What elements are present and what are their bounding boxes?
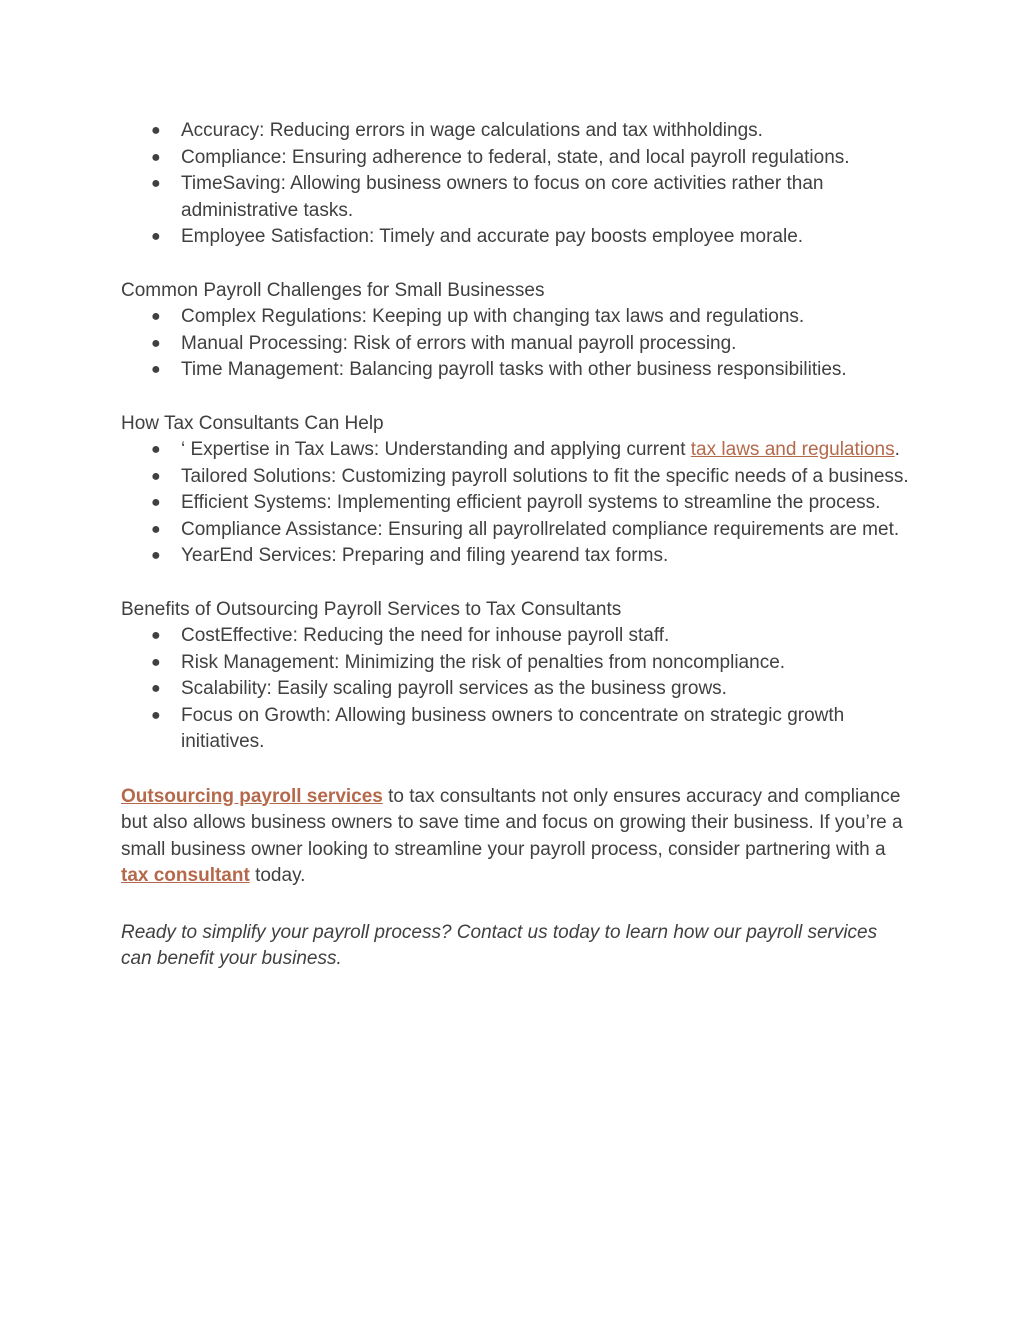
section-heading-help: How Tax Consultants Can Help [121, 412, 384, 434]
bullet-icon: ● [151, 122, 161, 139]
list-item: ● Tailored Solutions: Customizing payroll solutions to fit the specific needs of a business. [121, 464, 911, 491]
list-item: ● Scalability: Easily scaling payroll services as the business grows. [121, 676, 911, 703]
list-item: ● Risk Management: Minimizing the risk of penalties from noncompliance. [121, 650, 911, 677]
bullet-icon: ● [151, 547, 161, 564]
list-item: ● Focus on Growth: Allowing business owners to concentrate on strategic growth initiatives. [151, 704, 845, 752]
list-item: ● TimeSaving: Allowing business owners to focus on core activities rather than administrative tasks. [151, 173, 824, 221]
section-heading-outsourcing-benefits: Benefits of Outsourcing Payroll Services to Tax Consultants [121, 598, 622, 620]
document-content [121, 118, 911, 973]
bullet-icon: ● [151, 308, 161, 325]
list-item: ● Accuracy: Reducing errors in wage calculations and tax withholdings. [121, 118, 911, 145]
section-heading-challenges: Common Payroll Challenges for Small Businesses [121, 279, 545, 301]
outsourcing-payroll-link[interactable]: Outsourcing payroll services [121, 785, 383, 807]
call-to-action: Ready to simplify your payroll process? Contact us today to learn how our payroll services can benefit your business. [121, 921, 878, 969]
bullet-icon: ● [151, 148, 161, 166]
list-item: ● Compliance: Ensuring adherence to federal, state, and local payroll regulations. [121, 145, 911, 172]
bullet-icon: ● [151, 228, 161, 245]
help-list [121, 437, 911, 570]
list-item: ● YearEnd Services: Preparing and filing yearend tax forms. [121, 543, 911, 570]
bullet-icon: ● [151, 334, 161, 352]
bullet-icon: ● [151, 520, 161, 538]
list-item: ● ‘ Expertise in Tax Laws: Understanding and applying current tax laws and regulations. [121, 437, 911, 464]
list-item: ● Compliance Assistance: Ensuring all payrollrelated compliance requirements are met. [121, 517, 911, 544]
bullet-icon: ● [151, 494, 161, 511]
outsourcing-benefits-list [121, 623, 911, 756]
list-item: ● Complex Regulations: Keeping up with changing tax laws and regulations. [121, 304, 911, 331]
bullet-icon: ● [151, 175, 161, 192]
bullet-icon: ● [151, 361, 161, 378]
list-item: ● CostEffective: Reducing the need for inhouse payroll staff. [121, 623, 911, 650]
tax-consultant-link[interactable]: tax consultant [121, 865, 250, 886]
list-item: ● Time Management: Balancing payroll tasks with other business responsibilities. [121, 357, 911, 384]
list-item: ● Manual Processing: Risk of errors with manual payroll processing. [121, 331, 911, 358]
bullet-icon: ● [151, 680, 161, 697]
bullet-icon: ● [151, 467, 161, 485]
bullet-icon: ● [151, 627, 161, 644]
bullet-icon: ● [151, 441, 161, 458]
benefits-list [121, 118, 911, 251]
bullet-icon: ● [151, 706, 161, 724]
challenges-list [121, 304, 911, 384]
tax-laws-link[interactable]: tax laws and regulations [690, 439, 895, 460]
list-item: ● Employee Satisfaction: Timely and accurate pay boosts employee morale. [121, 224, 911, 251]
list-item: ● Efficient Systems: Implementing efficient payroll systems to streamline the process. [121, 490, 911, 517]
conclusion-paragraph: Outsourcing payroll services to tax consultants not only ensures accuracy and compliance but also allows business owners to save time and focus on growing their business. If you’re a small business owner looking to streamline your payroll process, consider partnering with a tax consultant today. [121, 785, 903, 886]
bullet-icon: ● [151, 653, 161, 671]
